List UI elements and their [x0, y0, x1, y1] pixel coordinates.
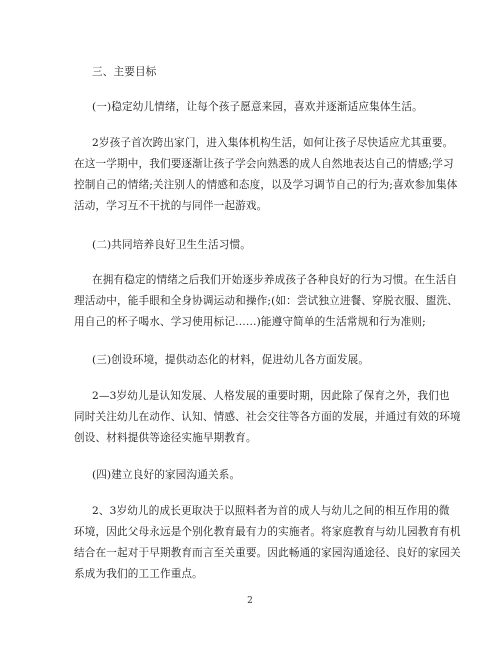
- goal-4-paragraph-continued: [74, 522, 461, 585]
- paragraph-line: 理活动中，能手眼和全身协调运动和操作;(如：尝试独立进餐、穿脱衣服、盥洗、: [74, 295, 459, 307]
- paragraph-line: 2岁孩子首次跨出家门，进入集体机构生活，如何让孩子尽快适应尤其重要。: [92, 137, 454, 149]
- goal-1-heading-text: (一)稳定幼儿情绪，让每个孩子愿意来园，喜欢并逐渐适应集体生活。: [92, 101, 423, 113]
- paragraph-line: 2—3岁幼儿是认知发展、人格发展的重要时期，因此除了保育之外，我们也: [92, 390, 450, 402]
- section-title: [92, 62, 452, 83]
- paragraph-line: 活动，学习互不干扰的与同伴一起游戏。: [74, 200, 268, 212]
- goal-2-heading-text: (二)共同培养良好卫生生活习惯。: [92, 239, 251, 251]
- goal-1-paragraph: [92, 133, 452, 154]
- goal-2-paragraph: [92, 270, 458, 291]
- paragraph-line: 结合在一起对于早期教育而言至关重要。因此畅通的家园沟通途径、良好的家园关: [74, 547, 461, 559]
- page-number: 2: [247, 596, 253, 606]
- paragraph-line: 用自己的杯子喝水、学习使用标记……)能遵守简单的生活常规和行为准则;: [74, 316, 426, 328]
- goal-2-paragraph-continued: [74, 291, 459, 333]
- paragraph-line: 系成为我们的工工作重点。: [74, 568, 203, 580]
- paragraph-line: 2、3岁幼儿的成长更取决于以照料者为首的成人与幼儿之间的相互作用的微: [92, 505, 450, 517]
- section-title-text: 三、主要目标: [92, 66, 157, 78]
- paragraph-line: 控制自己的情绪;关注别人的情感和态度，以及学习调节自己的行为;喜欢参加集体: [74, 179, 458, 191]
- goal-3-heading-text: (三)创设环境，提供动态化的材料，促进幼儿各方面发展。: [92, 354, 370, 366]
- goal-3-heading: [92, 350, 452, 371]
- paragraph-line: 同时关注幼儿在动作、认知、情感、社会交往等各方面的发展，并通过有效的环境: [74, 411, 461, 423]
- paragraph-line: 在拥有稳定的情绪之后我们开始逐步养成孩子各种良好的行为习惯。在生活自: [92, 274, 458, 286]
- paragraph-line: 环境，因此父母永远是个别化教育最有力的实施者。将家庭教育与幼儿园教育有机: [74, 526, 461, 538]
- goal-3-paragraph: [92, 386, 452, 407]
- paragraph-line: 在这一学期中，我们要逐渐让孩子学会向熟悉的成人自然地表达自己的情感;学习: [74, 158, 454, 170]
- goal-2-heading: [92, 235, 452, 256]
- goal-4-paragraph: [92, 501, 452, 522]
- goal-4-heading-text: (四)建立良好的家园沟通关系。: [92, 469, 241, 481]
- paragraph-line: 创设、材料提供等途径实施早期教育。: [74, 432, 257, 444]
- goal-1-paragraph-continued: [74, 154, 458, 217]
- goal-3-paragraph-continued: [74, 407, 461, 449]
- goal-4-heading: [92, 465, 452, 486]
- goal-1-heading: [92, 97, 452, 118]
